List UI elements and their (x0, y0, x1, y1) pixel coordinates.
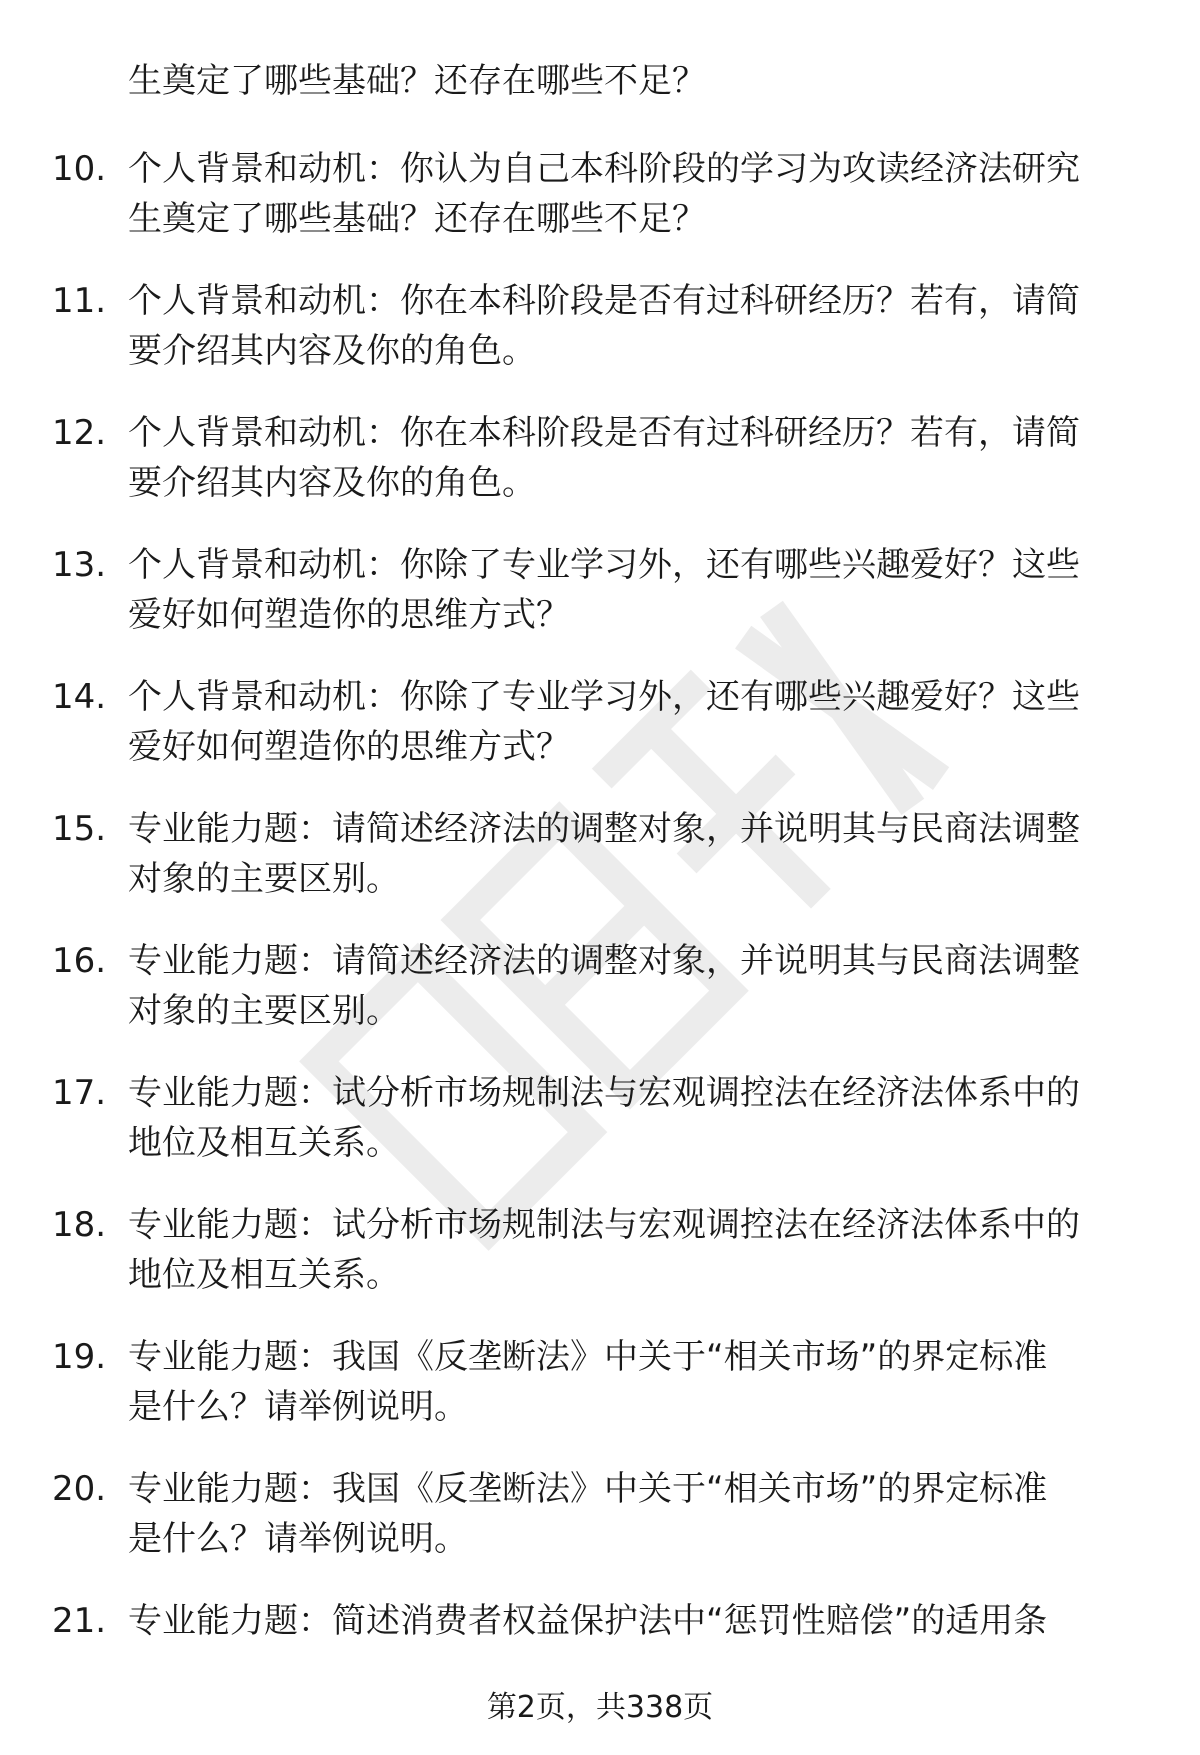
question-text (128, 804, 1138, 904)
question-number: 17. (52, 1073, 107, 1113)
question-line: 爱好如何塑造你的思维方式？ (128, 595, 570, 635)
question-number: 13. (52, 545, 107, 585)
question-item-10 (0, 144, 1200, 276)
question-number: 20. (52, 1469, 107, 1509)
question-item-14 (0, 672, 1200, 804)
question-number: 10. (52, 149, 107, 189)
question-line: 专业能力题：试分析市场规制法与宏观调控法在经济法体系中的 (128, 1073, 1080, 1113)
question-line: 地位及相互关系。 (128, 1123, 400, 1163)
question-item-18 (0, 1200, 1200, 1332)
question-number: 15. (52, 809, 107, 849)
question-line: 个人背景和动机：你在本科阶段是否有过科研经历？若有，请简 (128, 281, 1080, 321)
question-number: 21. (52, 1601, 107, 1641)
question-text (128, 1332, 1138, 1432)
question-text (128, 1200, 1138, 1300)
question-number: 14. (52, 677, 107, 717)
question-line: 专业能力题：我国《反垄断法》中关于“相关市场”的界定标准 (128, 1469, 1048, 1509)
question-number: 12. (52, 413, 107, 453)
question-number: 19. (52, 1337, 107, 1377)
question-line: 对象的主要区别。 (128, 859, 400, 899)
question-line: 专业能力题：简述消费者权益保护法中“惩罚性赔偿”的适用条 (128, 1601, 1048, 1641)
question-line: 专业能力题：我国《反垄断法》中关于“相关市场”的界定标准 (128, 1337, 1048, 1377)
question-line: 是什么？请举例说明。 (128, 1519, 468, 1559)
question-line: 个人背景和动机：你在本科阶段是否有过科研经历？若有，请简 (128, 413, 1080, 453)
question-item-12 (0, 408, 1200, 540)
question-line: 生奠定了哪些基础？还存在哪些不足？ (128, 199, 706, 239)
question-line: 专业能力题：请简述经济法的调整对象，并说明其与民商法调整 (128, 941, 1080, 981)
question-line: 个人背景和动机：你除了专业学习外，还有哪些兴趣爱好？这些 (128, 545, 1080, 585)
question-text (128, 540, 1138, 640)
question-item-11 (0, 276, 1200, 408)
question-item-13 (0, 540, 1200, 672)
question-number: 11. (52, 281, 107, 321)
question-line: 地位及相互关系。 (128, 1255, 400, 1295)
question-item-20 (0, 1464, 1200, 1596)
question-text (128, 1464, 1138, 1564)
question-item-15 (0, 804, 1200, 936)
question-number: 18. (52, 1205, 107, 1245)
question-line: 要介绍其内容及你的角色。 (128, 463, 536, 503)
question-list (0, 144, 1200, 1728)
question-text (128, 408, 1138, 508)
question-number: 16. (52, 941, 107, 981)
question-line: 是什么？请举例说明。 (128, 1387, 468, 1427)
question-line: 个人背景和动机：你认为自己本科阶段的学习为攻读经济法研究 (128, 149, 1080, 189)
question-line: 专业能力题：试分析市场规制法与宏观调控法在经济法体系中的 (128, 1205, 1080, 1245)
continued-line: 生奠定了哪些基础？还存在哪些不足？ (128, 61, 706, 101)
question-text (128, 1068, 1138, 1168)
page-footer: 第2页，共338页 (486, 1690, 714, 1725)
question-item-19 (0, 1332, 1200, 1464)
question-text (128, 144, 1138, 244)
question-line: 个人背景和动机：你除了专业学习外，还有哪些兴趣爱好？这些 (128, 677, 1080, 717)
question-item-17 (0, 1068, 1200, 1200)
question-line: 对象的主要区别。 (128, 991, 400, 1031)
question-line: 爱好如何塑造你的思维方式？ (128, 727, 570, 767)
question-text (128, 936, 1138, 1036)
question-text (128, 672, 1138, 772)
question-text (128, 1596, 1138, 1646)
question-line: 专业能力题：请简述经济法的调整对象，并说明其与民商法调整 (128, 809, 1080, 849)
question-item-16 (0, 936, 1200, 1068)
question-line: 要介绍其内容及你的角色。 (128, 331, 536, 371)
question-text (128, 276, 1138, 376)
